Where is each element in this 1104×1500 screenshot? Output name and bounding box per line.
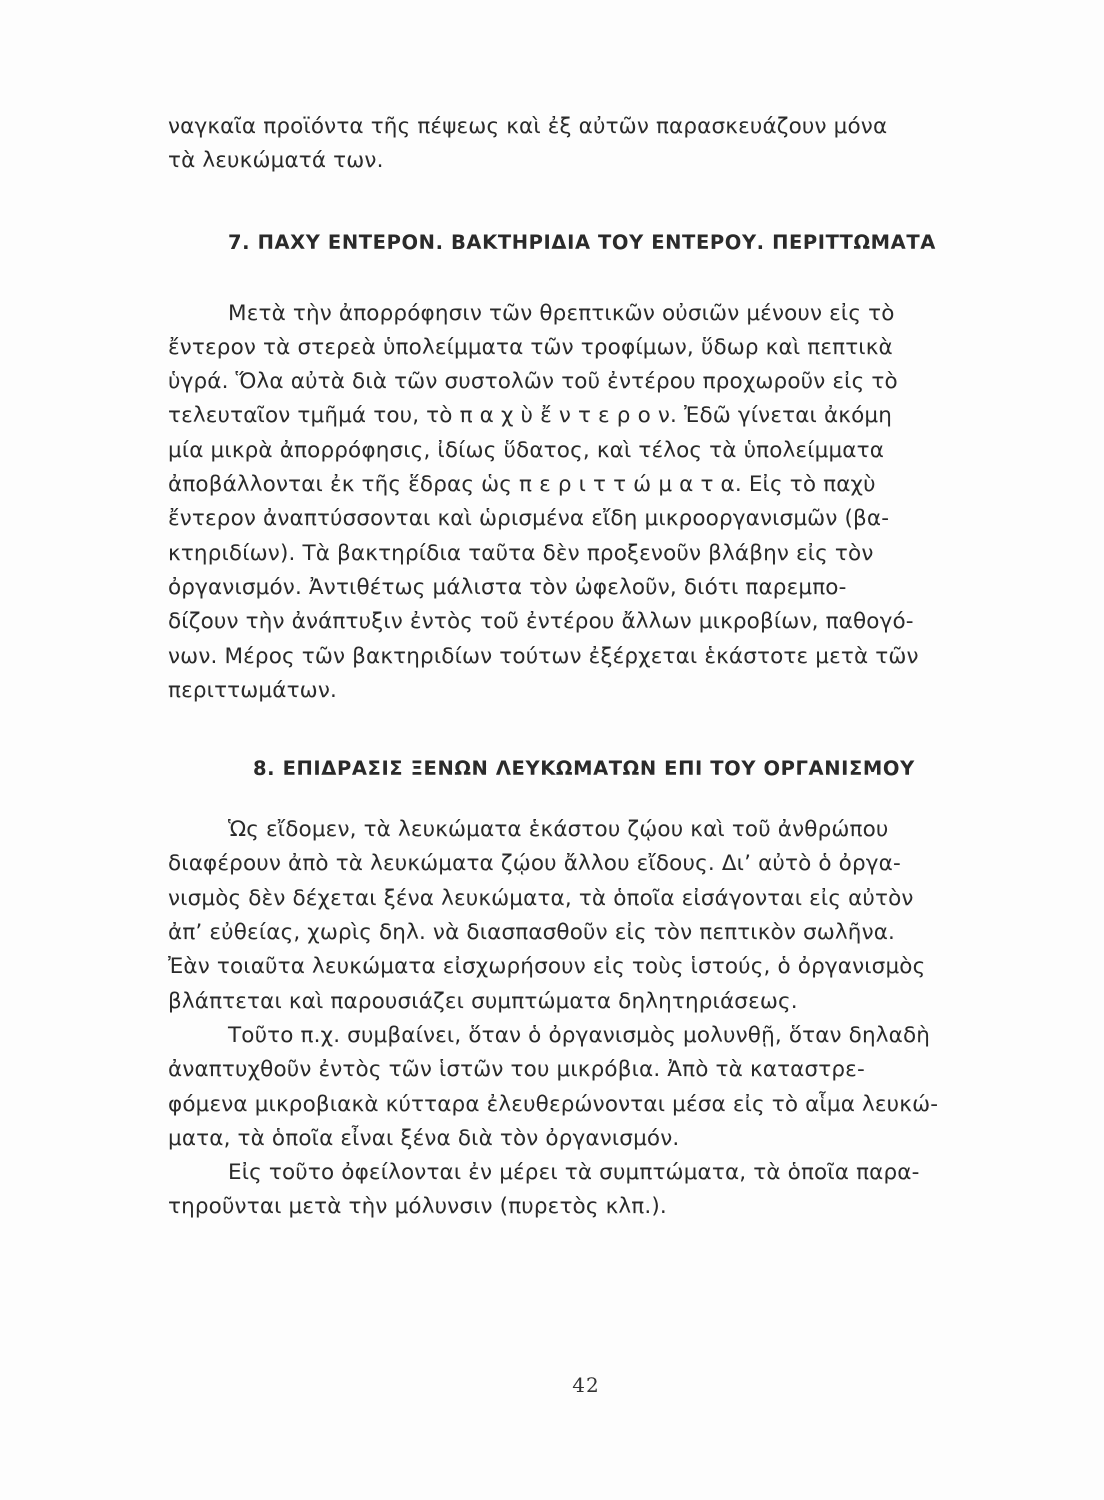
text-line: ἔντερον τὰ στερεὰ ὑπολείμματα τῶν τροφίμων, ὕδωρ καὶ πεπτικὰ <box>168 334 893 360</box>
section-8-paragraph-1 <box>168 813 1008 1019</box>
text-line: ναγκαῖα προϊόντα τῆς πέψεως καὶ ἐξ αὐτῶν παρασκευάζουν μόνα <box>168 114 888 139</box>
text-line: Εἰς τοῦτο ὀφείλονται ἐν μέρει τὰ συμπτώματα, τὰ ὁποῖα παρα- <box>228 1160 920 1186</box>
page-number: 42 <box>572 1373 600 1397</box>
text-line: κτηριδίων). Τὰ βακτηρίδια ταῦτα δὲν προξενοῦν βλάβην εἰς τὸν <box>168 540 874 566</box>
section-8-paragraph-2 <box>168 1019 1008 1156</box>
text-line: ἀναπτυχθοῦν ἐντὸς τῶν ἱστῶν του μικρόβια. Ἀπὸ τὰ καταστρε- <box>168 1057 865 1083</box>
text-line: Ἐὰν τοιαῦτα λευκώματα εἰσχωρήσουν εἰς τοὺς ἱστούς, ὁ ὀργανισμὸς <box>168 954 926 980</box>
section-8-paragraph-3 <box>168 1156 1008 1225</box>
text-line: τὰ λευκώματά των. <box>168 148 384 174</box>
text-line: Ὡς εἴδομεν, τὰ λευκώματα ἑκάστου ζῴου καὶ τοῦ ἀνθρώπου <box>228 817 889 843</box>
text-line: φόμενα μικροβιακὰ κύτταρα ἐλευθερώνονται μέσα εἰς τὸ αἷμα λευκώ- <box>168 1091 939 1117</box>
text-line: νων. Μέρος τῶν βακτηριδίων τούτων ἐξέρχεται ἑκάστοτε μετὰ τῶν <box>168 643 919 669</box>
text-line: Μετὰ τὴν ἀπορρόφησιν τῶν θρεπτικῶν οὐσιῶν μένουν εἰς τὸ <box>228 300 895 326</box>
text-line: τελευταῖον τμῆμά του, τὸ π α χ ὺ ἔ ν τ ε ρ ο ν. Ἐδῶ γίνεται ἀκόμη <box>168 403 892 429</box>
text-line: βλάπτεται καὶ παρουσιάζει συμπτώματα δηλητηριάσεως. <box>168 988 798 1014</box>
text-line: ὀργανισμόν. Ἀντιθέτως μάλιστα τὸν ὠφελοῦν, διότι παρεμπο- <box>168 574 847 600</box>
text-line: δίζουν τὴν ἀνάπτυξιν ἐντὸς τοῦ ἐντέρου ἄλλων μικροβίων, παθογό- <box>168 609 914 635</box>
text-line: ματα, τὰ ὁποῖα εἶναι ξένα διὰ τὸν ὀργανισμόν. <box>168 1125 680 1151</box>
text-line: ἀπ’ εὐθείας, χωρὶς δηλ. νὰ διασπασθοῦν εἰς τὸν πεπτικὸν σωλῆνα. <box>168 920 896 946</box>
text-line: μία μικρὰ ἀπορρόφησις, ἰδίως ὕδατος, καὶ τέλος τὰ ὑπολείμματα <box>168 437 885 463</box>
section-8-heading: 8. ΕΠΙΔΡΑΣΙΣ ΞΕΝΩΝ ΛΕΥΚΩΜΑΤΩΝ ΕΠΙ ΤΟΥ ΟΡΓΑΝΙΣΜΟΥ <box>253 757 915 781</box>
section-7-paragraph <box>168 297 1008 709</box>
text-line: ἀποβάλλονται ἐκ τῆς ἕδρας ὡς π ε ρ ι τ τ ώ μ α τ α. Εἰς τὸ παχὺ <box>168 472 876 498</box>
text-line: περιττωμάτων. <box>168 677 337 703</box>
section-7-heading: 7. ΠΑΧΥ ΕΝΤΕΡΟΝ. ΒΑΚΤΗΡΙΔΙΑ ΤΟΥ ΕΝΤΕΡΟΥ. ΠΕΡΙΤΤΩΜΑΤΑ <box>228 230 936 254</box>
text-line: διαφέρουν ἀπὸ τὰ λευκώματα ζῴου ἄλλου εἴδους. Δι’ αὐτὸ ὁ ὀργα- <box>168 851 901 877</box>
text-line: νισμὸς δὲν δέχεται ξένα λευκώματα, τὰ ὁποῖα εἰσάγονται εἰς αὐτὸν <box>168 885 914 911</box>
page-text-block <box>168 110 1008 1225</box>
text-line: Τοῦτο π.χ. συμβαίνει, ὅταν ὁ ὀργανισμὸς μολυνθῇ, ὅταν δηλαδὴ <box>228 1022 931 1048</box>
intro-paragraph <box>168 110 1008 179</box>
text-line: ἔντερον ἀναπτύσσονται καὶ ὡρισμένα εἴδη μικροοργανισμῶν (βα- <box>168 506 890 532</box>
text-line: τηροῦνται μετὰ τὴν μόλυνσιν (πυρετὸς κλπ.). <box>168 1194 667 1220</box>
text-line: ὑγρά. Ὅλα αὐτὰ διὰ τῶν συστολῶν τοῦ ἐντέρου προχωροῦν εἰς τὸ <box>168 369 898 395</box>
